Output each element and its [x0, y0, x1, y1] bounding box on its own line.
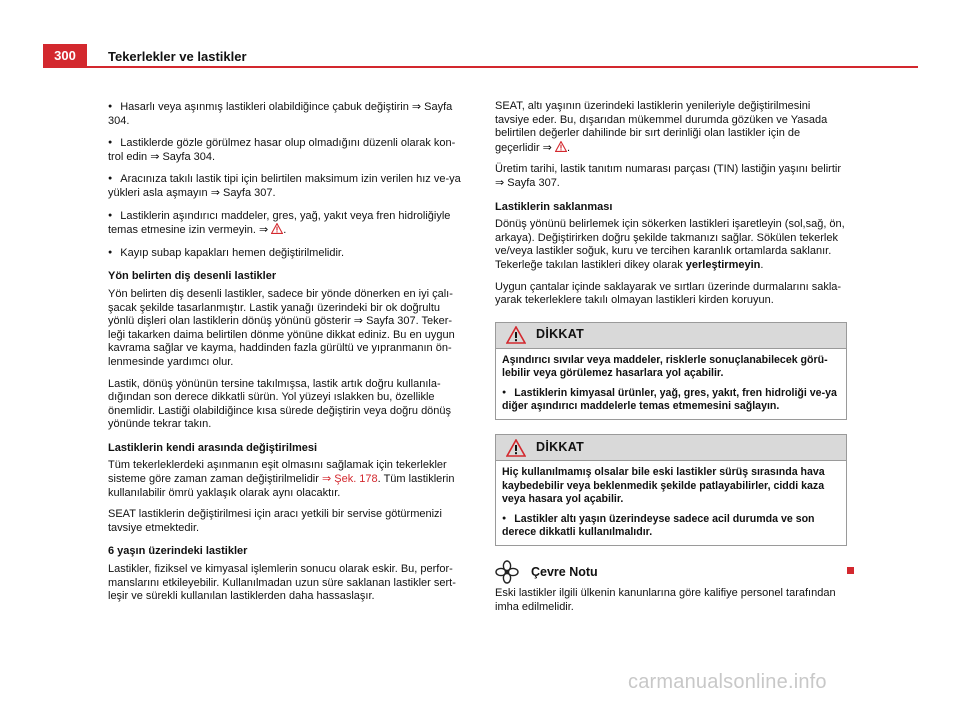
page-header: [0, 0, 960, 70]
warning-triangle-icon[interactable]: [555, 141, 567, 152]
warning-header: [496, 435, 846, 461]
warning-body: [496, 349, 846, 420]
warning-triangle-icon[interactable]: [271, 223, 283, 234]
paragraph: Uygun çantalar içinde saklayarak ve sırtları üzerinde durmalarını sakla-yarak tekerleklere takılı olmayan lastikleri kirden koruyun.: [495, 280, 842, 307]
paragraph: Üretim tarihi, lastik tanıtım numarası parçası (TIN) lastiğin yaşını belirtir ⇒ Sayfa 307.: [495, 163, 841, 189]
page-title: Tekerlekler ve lastikler: [108, 49, 247, 64]
warning-body: [496, 461, 846, 545]
section-heading: Lastiklerin saklanması: [495, 200, 613, 213]
environment-flower-icon: [495, 560, 519, 584]
warning-text: ● Lastiklerin kimyasal ürünler, yağ, gres, yakıt, fren hidroliği ve-ya diğer aşındırıcı maddelerle temas etmemesini sağlayın.: [502, 386, 840, 414]
warning-title: DİKKAT: [536, 327, 585, 342]
paragraph: Yön belirten diş desenli lastikler, sadece bir yönde dönerken en iyi çalı-şacak şekilde tasarlanmıştır. Lastik yanağı üzerindeki bir ok doğrultu yönlü dişleri olan lastiklerin dönüş yönünü gösterir ⇒ Sayfa 307. Teker-leği takarken daima belirtilen dönme yönüne dikkat ediniz. Bu en uygun kavrama sağlar ve kayma, haddinden fazla gürültü ve yıpranmanın ön-lenmesinde yardımcı olur.: [108, 287, 455, 368]
warning-text: Hiç kullanılmamış olsalar bile eski lastikler sürüş sırasında hava kaybedebilir veya beklenmedik şekilde patlayabilirler, ciddi kaza veya hasara yol açabilir.: [502, 466, 825, 506]
right-column: [495, 100, 847, 623]
warning-text: ● Lastikler altı yaşın üzerindeyse sadece acil durumda ve son derece dikkatli kullanılmalıdır.: [502, 512, 840, 540]
paragraph: SEAT, altı yaşının üzerindeki lastiklerin yenileriyle değiştirilmesini tavsiye eder. Bu, dışarıdan mükemmel durumda gözüken ve Yasada belirtilen değerler dahilinde bir sırt derinliği olan lastikler için de geçerlidir ⇒ .: [495, 100, 828, 154]
paragraph: Dönüş yönünü belirlemek için sökerken lastikleri işaretleyin (sol,sağ, ön, arkaya). Değiştirirken doğru şekilde takmanızı sağlar. Sökülen tekerlek ve/veya lastikler soğuk, kuru ve tercihen karanlık ortamlarda saklanır. Tekerleğe takılan lastikleri dikey olarak yerleştirmeyin.: [495, 218, 845, 271]
warning-icon: [506, 326, 526, 344]
warning-text: Aşındırıcı sıvılar veya maddeler, risklerle sonuçlanabilecek görü-lebilir veya görülemez hasarlara yol açabilir.: [502, 353, 828, 380]
warning-title: DİKKAT: [536, 440, 585, 455]
warning-icon: [506, 439, 526, 457]
left-column: [108, 100, 465, 612]
warning-header: [496, 323, 846, 349]
section-heading: Lastiklerin kendi arasında değiştirilmesi: [108, 441, 318, 454]
section-end-marker: [847, 567, 854, 574]
environment-note-title: Çevre Notu: [531, 564, 598, 579]
warning-box: [495, 322, 847, 421]
paragraph: SEAT lastiklerin değiştirilmesi için aracı yetkili bir servise götürmenizi tavsiye etmektedir.: [108, 508, 442, 534]
header-rule: [43, 66, 918, 68]
page-number: 300: [43, 44, 87, 68]
list-item: ● Aracınıza takılı lastik tipi için belirtilen maksimum izin verilen hız ve-ya yükleri asla aşmayın ⇒ Sayfa 307.: [108, 172, 465, 200]
figure-link[interactable]: ⇒ Şek. 178: [321, 473, 378, 486]
paragraph: Tüm tekerleklerdeki aşınmanın eşit olmasını sağlamak için tekerlekler sisteme göre zaman zaman değiştirilmelidir ⇒ Şek. 178. Tüm lastiklerin kullanılabilir ömrü yaklaşık olarak aynı olacaktır.: [108, 459, 455, 499]
environment-note-header: [495, 560, 847, 584]
list-item: ● Hasarlı veya aşınmış lastikleri olabildiğince çabuk değiştirin ⇒ Sayfa 304.: [108, 100, 465, 128]
section-heading: 6 yaşın üzerindeki lastikler: [108, 545, 248, 558]
warning-box: [495, 434, 847, 546]
environment-note-text: Eski lastikler ilgili ülkenin kanunlarına göre kalifiye personel tarafından imha edilmelidir.: [495, 587, 836, 613]
list-item: ● Lastiklerin aşındırıcı maddeler, gres, yağ, yakıt veya fren hidroliğiyle temas etmesine izin vermeyin. ⇒ .: [108, 209, 465, 238]
paragraph: Lastik, dönüş yönünün tersine takılmışsa, lastik artık doğru kullanıla-dığından son derece dikkatli sürün. Yol yüzeyi ıslakken bu, özellikle önemlidir. Lastiği olabildiğince kısa sürede değiştirin veya doğru dönüş yönünde tekrar takın.: [108, 377, 452, 431]
section-heading: Yön belirten diş desenli lastikler: [108, 270, 277, 283]
list-item: ● Lastiklerde gözle görülmez hasar olup olmadığını düzenli olarak kon-trol edin ⇒ Sayfa 304.: [108, 136, 465, 164]
watermark: carmanualsonline.info: [628, 671, 827, 693]
list-item: ● Kayıp subap kapakları hemen değiştirilmelidir.: [108, 246, 465, 261]
paragraph: Lastikler, fiziksel ve kimyasal işlemlerin sonucu olarak eskir. Bu, perfor-manslarını etkileyebilir. Kullanılmadan uzun süre saklanan lastikler sert-leşir ve sürekli kullanılan lastiklerden daha hassaslaşır.: [108, 563, 456, 603]
